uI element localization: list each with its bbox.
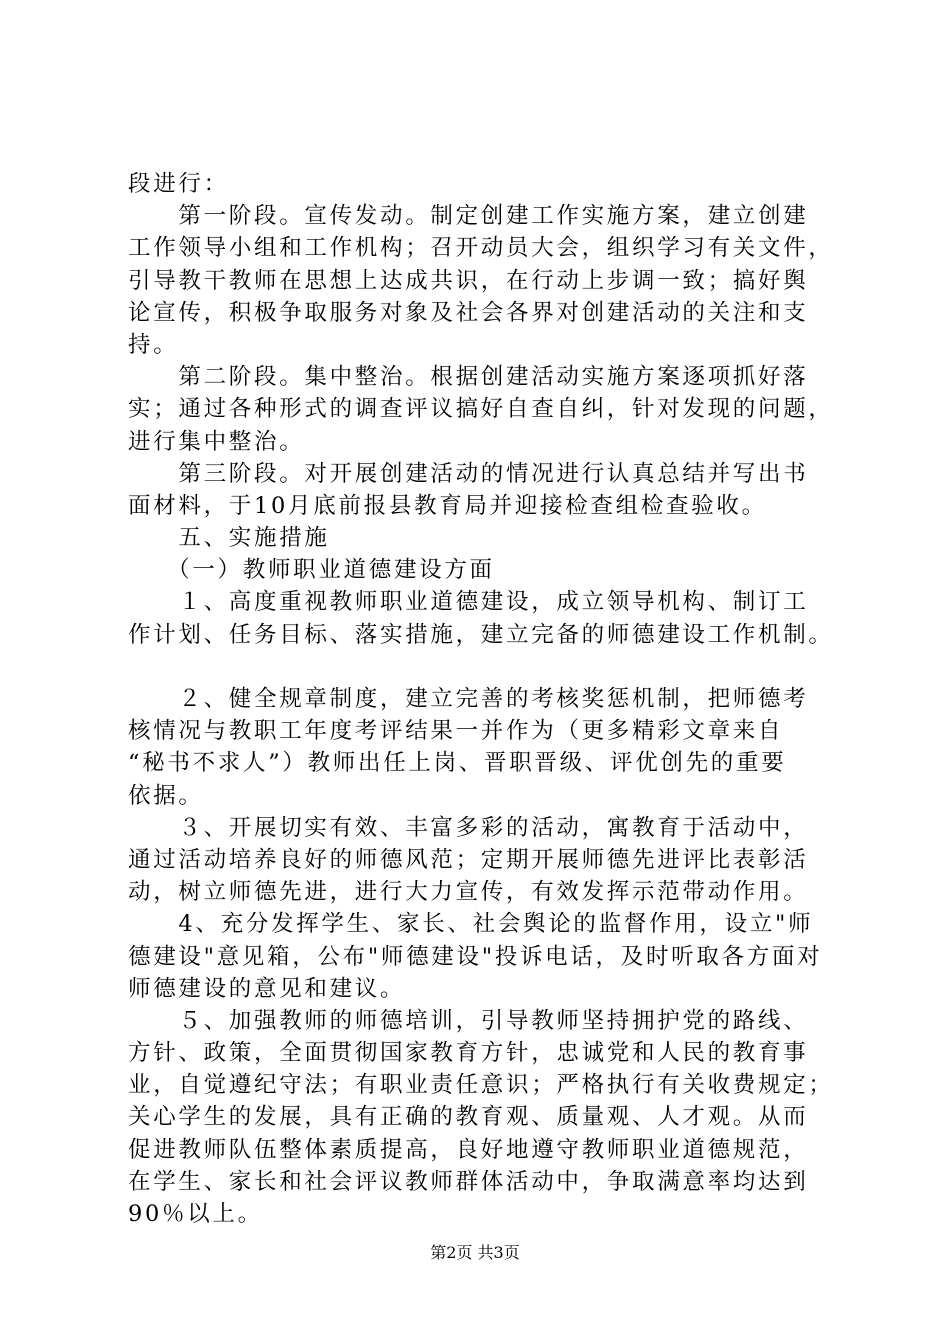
text-line: “秘书不求人”）教师出任上岗、晋职晋级、评优创先的重要 [128, 750, 787, 777]
text-line: 依据。 [128, 782, 204, 809]
text-line: 4、充分发挥学生、家长、社会舆论的监督作用，设立"师 [128, 911, 814, 938]
text-line: 第二阶段。集中整治。根据创建活动实施方案逐项抓好落 [128, 364, 809, 391]
text-line: ５、加强教师的师德培训，引导教师坚持拥护党的路线、 [128, 1007, 809, 1034]
text-line: １、高度重视教师职业道德建设，成立领导机构、制订工 [128, 589, 809, 616]
text-line: 核情况与教职工年度考评结果一并作为（更多精彩文章来自 [128, 718, 784, 745]
text-line: 通过活动培养良好的师德风范；定期开展师德先进评比表彰活 [128, 846, 809, 873]
text-line: 德建设"意见箱，公布"师德建设"投诉电话，及时听取各方面对 [128, 943, 823, 970]
text-line: 引导教干教师在思想上达成共识，在行动上步调一致；搞好舆 [128, 267, 809, 294]
text-line: ２、健全规章制度，建立完善的考核奖惩机制，把师德考 [128, 686, 809, 712]
text-line: 90％以上。 [128, 1201, 263, 1227]
text-line: 关心学生的发展，具有正确的教育观、质量观、人才观。从而 [128, 1104, 809, 1131]
text-line: （一）教师职业道德建设方面 [128, 557, 495, 584]
text-line: 论宣传，积极争取服务对象及社会各界对创建活动的关注和支 [128, 299, 809, 326]
text-line: 面材料，于10月底前报县教育局并迎接检查组检查验收。 [128, 492, 767, 519]
text-line: 方针、政策，全面贯彻国家教育方针，忠诚党和人民的教育事 [128, 1040, 809, 1067]
text-line: 第三阶段。对开展创建活动的情况进行认真总结并写出书 [128, 460, 809, 487]
text-line: 持。 [128, 331, 179, 358]
text-line: 动，树立师德先进，进行大力宣传，有效发挥示范带动作用。 [128, 879, 809, 906]
text-line: 实；通过各种形式的调查评议搞好自查自纠，针对发现的问题， [128, 396, 834, 423]
text-line: 进行集中整治。 [128, 428, 305, 455]
text-line: 第一阶段。宣传发动。制定创建工作实施方案，建立创建 [128, 203, 809, 230]
text-line: 工作领导小组和工作机构；召开动员大会，组织学习有关文件， [128, 235, 834, 262]
text-line: 业，自觉遵纪守法；有职业责任意识；严格执行有关收费规定； [128, 1072, 834, 1099]
blank-line [128, 651, 868, 683]
text-line: 段进行： [128, 171, 229, 197]
text-line: 作计划、任务目标、落实措施，建立完备的师德建设工作机制。 [128, 621, 834, 648]
text-line: 五、实施措施 [128, 525, 330, 552]
text-line: ３、开展切实有效、丰富多彩的活动，寓教育于活动中， [128, 814, 809, 841]
text-line: 促进教师队伍整体素质提高，良好地遵守教师职业道德规范， [128, 1136, 809, 1163]
text-line: 师德建设的意见和建议。 [128, 975, 406, 1002]
text-line: 在学生、家长和社会评议教师群体活动中，争取满意率均达到 [128, 1168, 809, 1195]
page-footer: 第2页 共3页 [430, 1243, 520, 1262]
document-body [128, 168, 868, 1230]
